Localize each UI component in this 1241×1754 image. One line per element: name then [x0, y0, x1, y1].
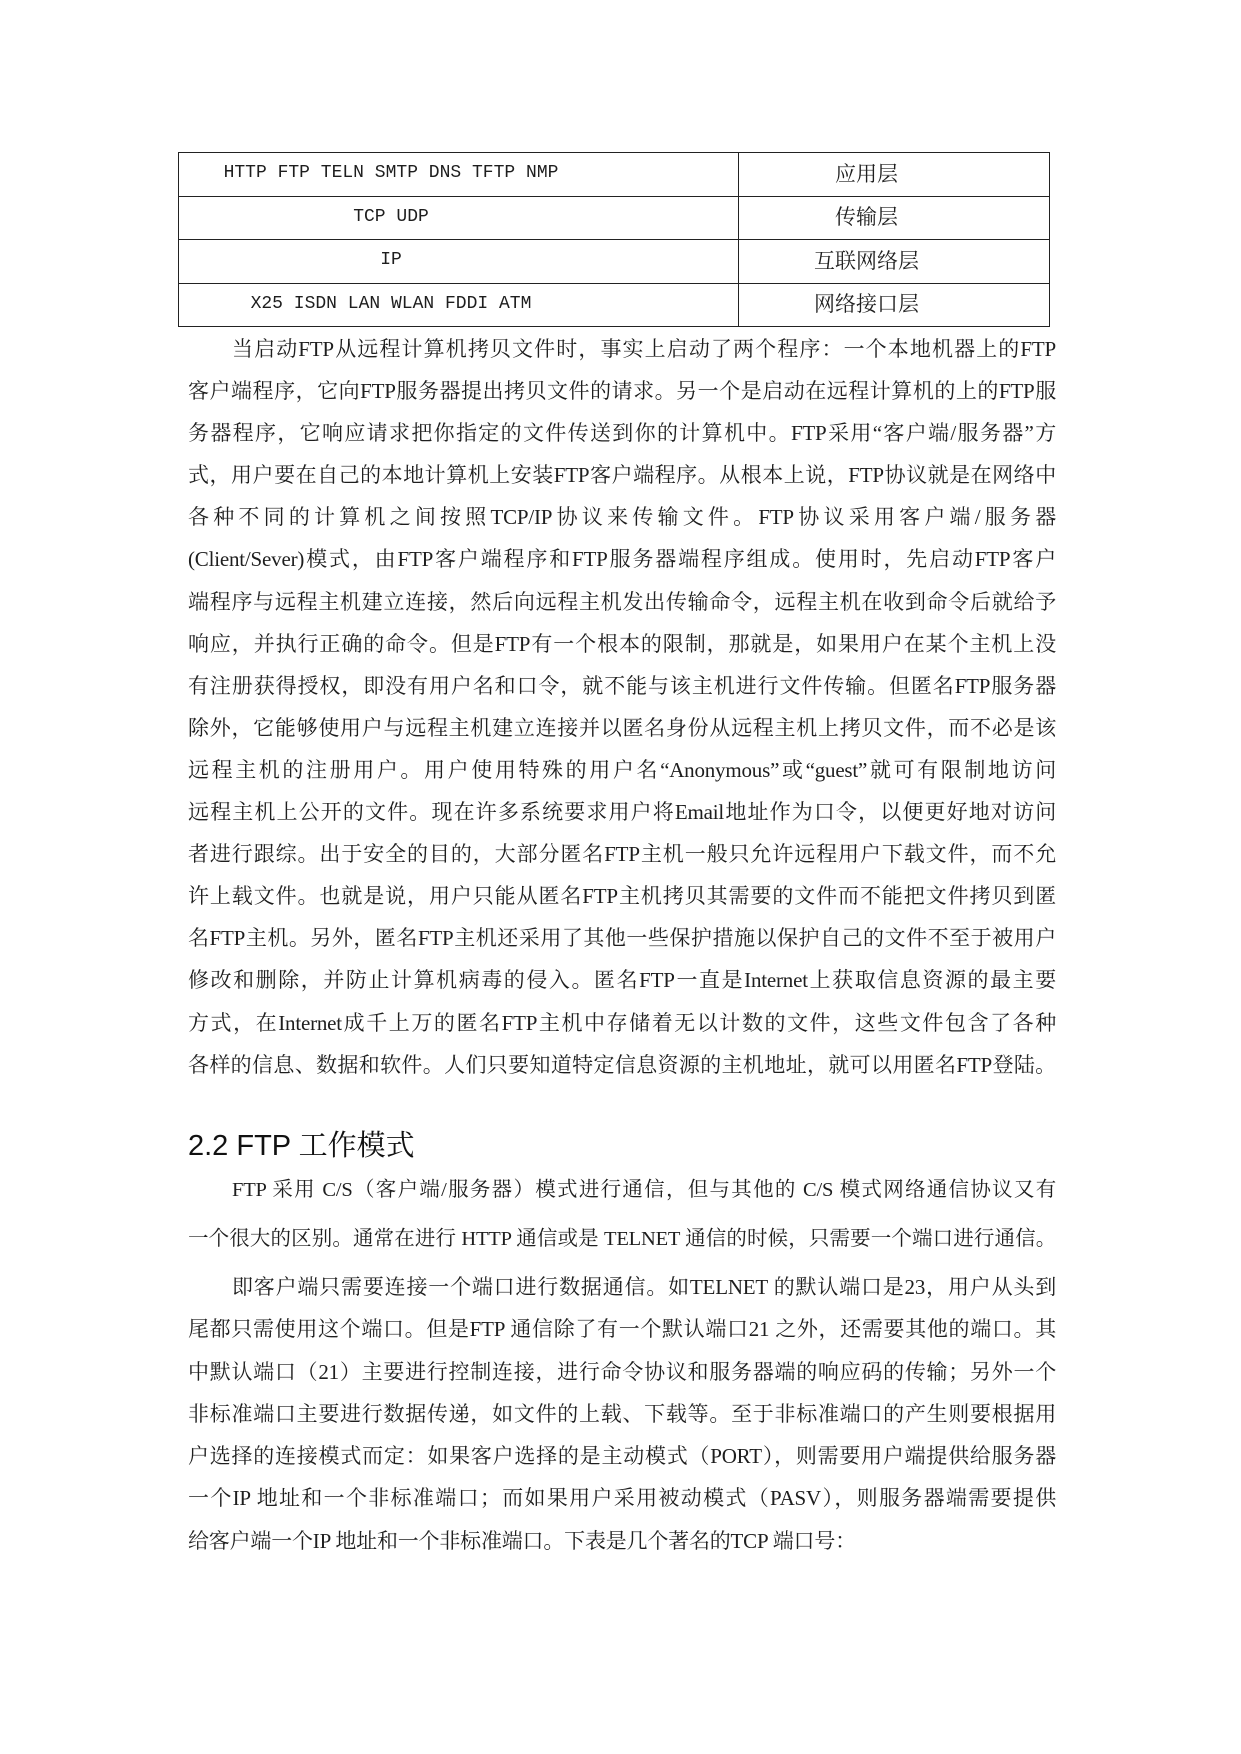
table-row	[179, 240, 1050, 284]
body-line: 给客户端一个IP 地址和一个非标准端口。下表是几个著名的TCP 端口号：	[188, 1528, 856, 1553]
body-line: 中默认端口（21）主要进行控制连接，进行命令协议和服务器端的响应码的传输；另外一个	[188, 1359, 1056, 1384]
body-line: (Client/Sever)模式，由FTP客户端程序和FTP服务器端程序组成。使用时，先启动FTP客户	[188, 547, 1056, 572]
body-line: FTP 采用 C/S（客户端/服务器）模式进行通信，但与其他的 C/S 模式网络通信协议又有	[232, 1179, 1056, 1201]
protocol-cell: HTTP FTP TELN SMTP DNS TFTP NMP	[179, 153, 739, 197]
body-line: 即客户端只需要连接一个端口进行数据通信。如TELNET 的默认端口是23，用户从头到	[232, 1275, 1056, 1299]
body-line: 户选择的连接模式而定：如果客户选择的是主动模式（PORT），则需要用户端提供给服务器	[188, 1444, 1056, 1469]
section-heading: 2.2 FTP 工作模式	[188, 1130, 415, 1162]
layer-cell: 传输层	[739, 196, 1050, 240]
layer-cell: 网络接口层	[739, 283, 1050, 327]
protocol-cell: IP	[179, 240, 739, 284]
body-line: 务器程序，它响应请求把你指定的文件传送到你的计算机中。FTP采用“客户端/服务器”方	[188, 421, 1056, 446]
body-line: 非标准端口主要进行数据传递，如文件的上载、下载等。至于非标准端口的产生则要根据用	[188, 1401, 1056, 1426]
body-line: 远程主机的注册用户。用户使用特殊的用户名“Anonymous”或“guest”就可有限制地访问	[188, 757, 1056, 782]
body-line: 各种不同的计算机之间按照TCP/IP协议来传输文件。FTP协议采用客户端/服务器	[188, 505, 1056, 530]
protocol-cell: TCP UDP	[179, 196, 739, 240]
protocol-cell: X25 ISDN LAN WLAN FDDI ATM	[179, 283, 739, 327]
body-line: 一个IP 地址和一个非标准端口；而如果用户采用被动模式（PASV），则服务器端需要提供	[188, 1486, 1056, 1511]
body-line: 除外，它能够使用户与远程主机建立连接并以匿名身份从远程主机上拷贝文件，而不必是该	[188, 715, 1056, 740]
layer-cell: 应用层	[739, 153, 1050, 197]
section-paragraph	[188, 1266, 1056, 1562]
body-line: 客户端程序，它向FTP服务器提出拷贝文件的请求。另一个是启动在远程计算机的上的FTP服	[188, 379, 1056, 404]
body-line: 响应，并执行正确的命令。但是FTP有一个根本的限制，那就是，如果用户在某个主机上没	[188, 631, 1056, 656]
body-line: 者进行跟综。出于安全的目的，大部分匿名FTP主机一般只允许远程用户下载文件，而不允	[188, 842, 1056, 867]
layer-cell: 互联网络层	[739, 240, 1050, 284]
section-paragraph	[188, 1166, 1056, 1263]
body-line: 许上载文件。也就是说，用户只能从匿名FTP主机拷贝其需要的文件而不能把文件拷贝到匿	[188, 884, 1056, 909]
table-row	[179, 196, 1050, 240]
body-line: 有注册获得授权，即没有用户名和口令，就不能与该主机进行文件传输。但匿名FTP服务器	[188, 673, 1056, 698]
body-line: 当启动FTP从远程计算机拷贝文件时，事实上启动了两个程序：一个本地机器上的FTP	[232, 337, 1056, 361]
body-line: 各样的信息、数据和软件。人们只要知道特定信息资源的主机地址，就可以用匿名FTP登陆。	[188, 1052, 1056, 1077]
table-row	[179, 153, 1050, 197]
body-line: 远程主机上公开的文件。现在许多系统要求用户将Email地址作为口令，以便更好地对访问	[188, 800, 1056, 825]
table-row	[179, 283, 1050, 327]
body-line: 一个很大的区别。通常在进行 HTTP 通信或是 TELNET 通信的时候，只需要一个端口进行通信。	[188, 1227, 1056, 1250]
body-line: 修改和删除，并防止计算机病毒的侵入。匿名FTP一直是Internet上获取信息资源的最主要	[188, 968, 1056, 993]
body-line: 端程序与远程主机建立连接，然后向远程主机发出传输命令，远程主机在收到命令后就给予	[188, 589, 1056, 614]
body-line: 方式，在Internet成千上万的匿名FTP主机中存储着无以计数的文件，这些文件包含了各种	[188, 1010, 1056, 1035]
intro-paragraph	[188, 328, 1056, 1086]
body-line: 名FTP主机。另外，匿名FTP主机还采用了其他一些保护措施以保护自己的文件不至于被用户	[188, 926, 1056, 951]
body-line: 尾都只需使用这个端口。但是FTP 通信除了有一个默认端口21 之外，还需要其他的端口。其	[188, 1317, 1056, 1342]
protocol-layer-table	[178, 152, 1050, 327]
body-line: 式，用户要在自己的本地计算机上安装FTP客户端程序。从根本上说，FTP协议就是在网络中	[188, 463, 1056, 488]
